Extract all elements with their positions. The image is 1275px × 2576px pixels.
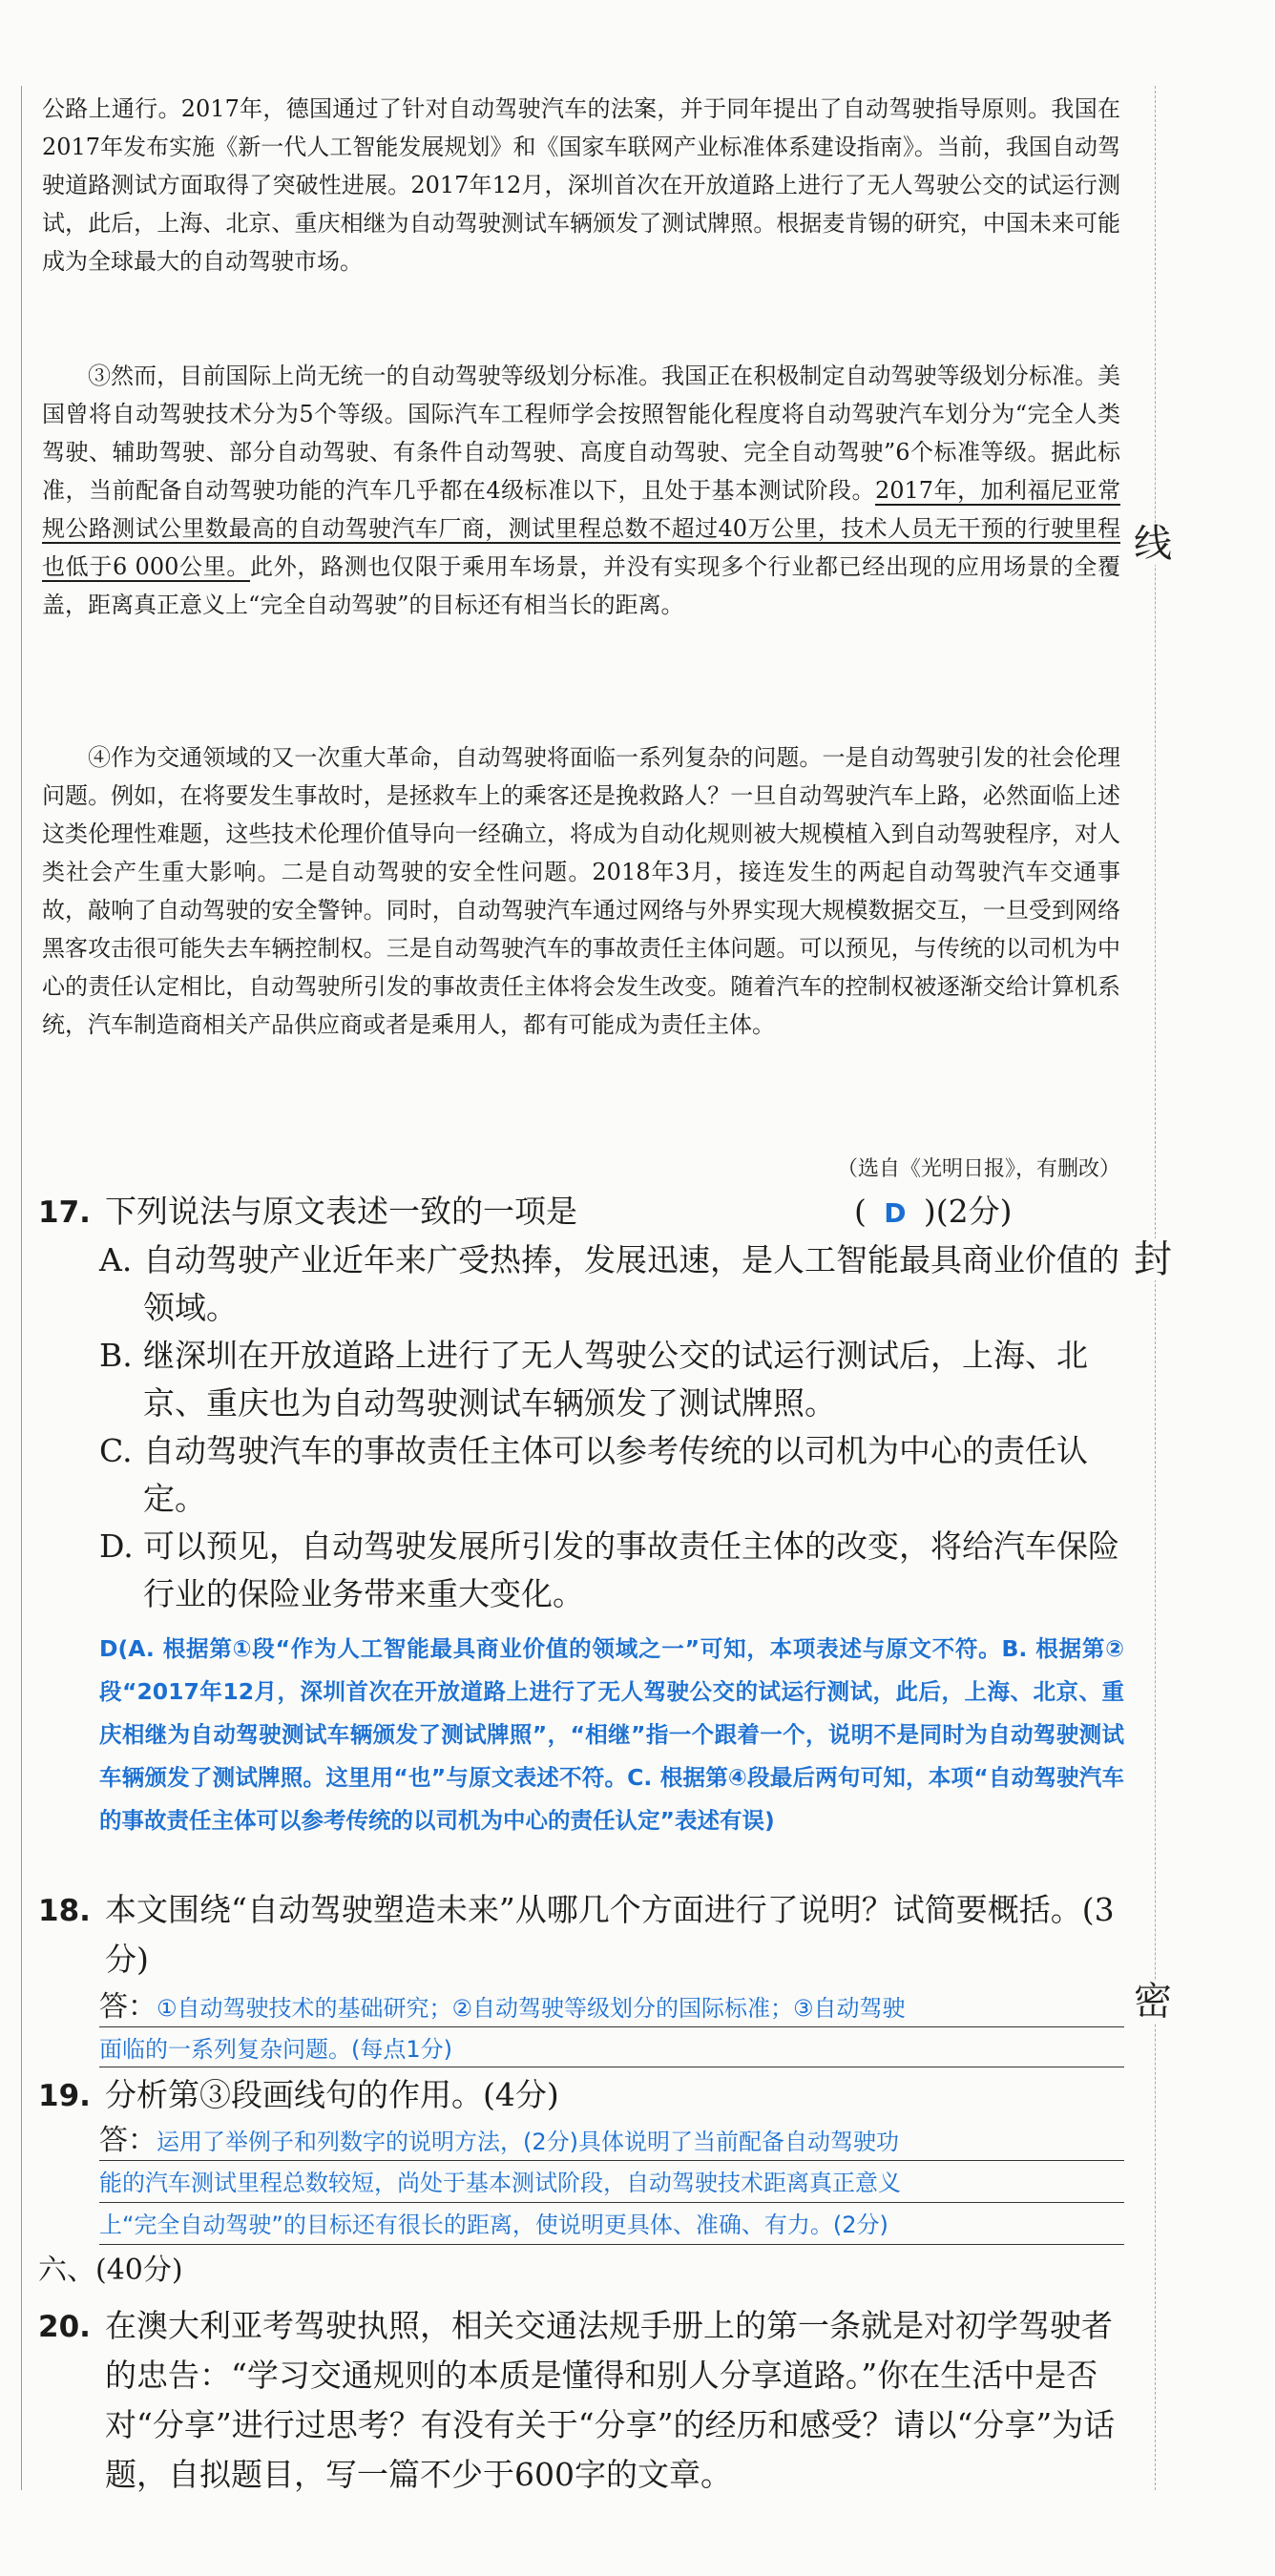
question-19-stem: 分析第③段画线句的作用。(4分) xyxy=(105,2076,559,2113)
question-19-answer-1: 运用了举例子和列数字的说明方法，(2分)具体说明了当前配备自动驾驶功 xyxy=(157,2129,899,2155)
question-19-answer-line-2 xyxy=(99,2162,1124,2204)
paren-open: ( xyxy=(854,1193,867,1230)
answer-lead: 答： xyxy=(99,1990,157,2024)
choice-a xyxy=(99,1236,1124,1332)
passage-paragraph-3 xyxy=(42,357,1120,624)
margin-mark-mi: 密 xyxy=(1134,1980,1172,2024)
margin-mark-xian: 线 xyxy=(1134,522,1172,566)
paragraph-3-text: ③然而，目前国际上尚无统一的自动驾驶等级划分标准。我国正在积极制定自动驾驶等级划分标准。美国曾将自动驾驶技术分为5个等级。国际汽车工程师学会按照智能化程度将自动驾驶汽车划分为“完全人类驾驶、辅助驾驶、部分自动驾驶、有条件自动驾驶、高度自动驾驶、完全自动驾驶”6个标准等级。据此标准，当前配备自动驾驶功能的汽车几乎都在4级标准以下，且处于基本测试阶段。 xyxy=(42,363,1120,504)
question-18-answer-1: ①自动驾驶技术的基础研究；②自动驾驶等级划分的国际标准；③自动驾驶 xyxy=(157,1995,906,2022)
choice-c xyxy=(99,1427,1124,1523)
paragraph-3-text-end: 此外，路测也仅限于乘用车场景，并没有实现多个行业都已经出现的应用场景的全覆盖，距离真正意义上“完全自动驾驶”的目标还有相当长的距离。 xyxy=(42,553,1120,618)
question-19-answer-line-1 xyxy=(99,2120,1124,2163)
section-6-heading: 六、(40分) xyxy=(38,2254,183,2287)
question-20-number: 20. xyxy=(38,2310,91,2344)
question-18-answer-2: 面临的一系列复杂问题。(每点1分) xyxy=(99,2036,452,2063)
question-17-number: 17. xyxy=(38,1195,91,1230)
choice-c-text: 自动驾驶汽车的事故责任主体可以参考传统的以司机为中心的责任认定。 xyxy=(143,1432,1088,1517)
question-18-stem: 本文围绕“自动驾驶塑造未来”从哪几个方面进行了说明？试简要概括。(3分) xyxy=(105,1891,1115,1978)
choice-d-label: D. xyxy=(99,1527,134,1565)
choice-b xyxy=(99,1332,1124,1427)
question-18 xyxy=(38,1885,1126,1978)
question-20 xyxy=(38,2301,1126,2493)
answer-rule xyxy=(99,2160,1124,2161)
paren-close-score: )(2分) xyxy=(923,1193,1013,1230)
answer-rule xyxy=(99,2202,1124,2203)
passage-paragraph-4: ④作为交通领域的又一次重大革命，自动驾驶将面临一系列复杂的问题。一是自动驾驶引发的社会伦理问题。例如，在将要发生事故时，是拯救车上的乘客还是挽救路人？一旦自动驾驶汽车上路，必然面临上述这类伦理性难题，这些技术伦理价值导向一经确立，将成为自动化规则被大规模植入到自动驾驶程序，对人类社会产生重大影响。二是自动驾驶的安全性问题。2018年3月，接连发生的两起自动驾驶汽车交通事故，敲响了自动驾驶的安全警钟。同时，自动驾驶汽车通过网络与外界实现大规模数据交互，一旦受到网络黑客攻击很可能失去车辆控制权。三是自动驾驶汽车的事故责任主体问题。可以预见，与传统的以司机为中心的责任认定相比，自动驾驶所引发的事故责任主体将会发生改变。随着汽车的控制权被逐渐交给计算机系统，汽车制造商相关产品供应商或者是乘用人，都有可能成为责任主体。 xyxy=(42,744,1120,1038)
question-19-number: 19. xyxy=(38,2079,91,2113)
question-19-answer-line-3 xyxy=(99,2204,1124,2246)
choice-c-label: C. xyxy=(99,1432,133,1469)
answer-lead: 答： xyxy=(99,2124,157,2157)
choice-b-text: 继深圳在开放道路上进行了无人驾驶公交的试运行测试后，上海、北京、重庆也为自动驾驶测试车辆颁发了测试牌照。 xyxy=(143,1337,1088,1422)
answer-rule xyxy=(99,2026,1124,2027)
choice-d-text: 可以预见，自动驾驶发展所引发的事故责任主体的改变，将给汽车保险行业的保险业务带来重大变化。 xyxy=(143,1527,1119,1612)
question-17-answer-slot xyxy=(854,1187,1013,1238)
question-18-number: 18. xyxy=(38,1894,91,1928)
question-19-answer-3: 上“完全自动驾驶”的目标还有很长的距离，使说明更具体、准确、有力。(2分) xyxy=(99,2212,888,2238)
question-19-answer-2: 能的汽车测试里程总数较短，尚处于基本测试阶段，自动驾驶技术距离真正意义 xyxy=(99,2170,901,2196)
question-18-answer-line-1 xyxy=(99,1986,1124,2029)
question-19 xyxy=(38,2070,1126,2121)
left-border-line xyxy=(21,86,22,2490)
question-17-answer: D xyxy=(884,1197,907,1229)
passage-source: （选自《光明日报》，有删改） xyxy=(836,1157,1120,1181)
passage-paragraph-2: 公路上通行。2017年，德国通过了针对自动驾驶汽车的法案，并于同年提出了自动驾驶指导原则。我国在2017年发布实施《新一代人工智能发展规划》和《国家车联网产业标准体系建设指南》。当前，我国自动驾驶道路测试方面取得了突破性进展。2017年12月，深圳首次在开放道路上进行了无人驾驶公交的试运行测试，此后，上海、北京、重庆相继为自动驾驶测试车辆颁发了测试牌照。根据麦肯锡的研究，中国未来可能成为全球最大的自动驾驶市场。 xyxy=(42,95,1120,275)
answer-rule xyxy=(99,2244,1124,2245)
choice-d xyxy=(99,1523,1124,1618)
choice-a-label: A. xyxy=(99,1241,133,1278)
question-18-answer-line-2 xyxy=(99,2028,1124,2070)
underlined-sentence: 2017年，加利福尼亚常规公路测试公里数最高的自动驾驶汽车厂商，测试里程总数不超过40万公里，技术人员无干预的行驶里程也低于6 000公里。 xyxy=(42,477,1120,580)
question-17-explanation: D(A. 根据第①段“作为人工智能最具商业价值的领域之一”可知，本项表述与原文不符。B. 根据第②段“2017年12月，深圳首次在开放道路上进行了无人驾驶公交的试运行测试，此后，上海、北京、重庆相继为自动驾驶测试车辆颁发了测试牌照”，“相继”指一个跟着一个，说明不是同时为自动驾驶测试车辆颁发了测试牌照。这里用“也”与原文表述不符。C. 根据第④段最后两句可知，本项“自动驾驶汽车的事故责任主体可以参考传统的以司机为中心的责任认定”表述有误) xyxy=(99,1635,1124,1834)
choice-a-text: 自动驾驶产业近年来广受热捧，发展迅速，是人工智能最具商业价值的领域。 xyxy=(143,1241,1119,1326)
question-17-stem: 下列说法与原文表述一致的一项是 xyxy=(105,1193,577,1230)
question-20-stem: 在澳大利亚考驾驶执照，相关交通法规手册上的第一条就是对初学驾驶者的忠告：“学习交通规则的本质是懂得和别人分享道路。”你在生活中是否对“分享”进行过思考？有没有关于“分享”的经历和感受？请以“分享”为话题，自拟题目，写一篇不少于600字的文章。 xyxy=(105,2307,1116,2493)
binding-margin-line xyxy=(1155,86,1156,2490)
margin-mark-feng: 封 xyxy=(1134,1237,1172,1281)
choice-b-label: B. xyxy=(99,1337,133,1374)
